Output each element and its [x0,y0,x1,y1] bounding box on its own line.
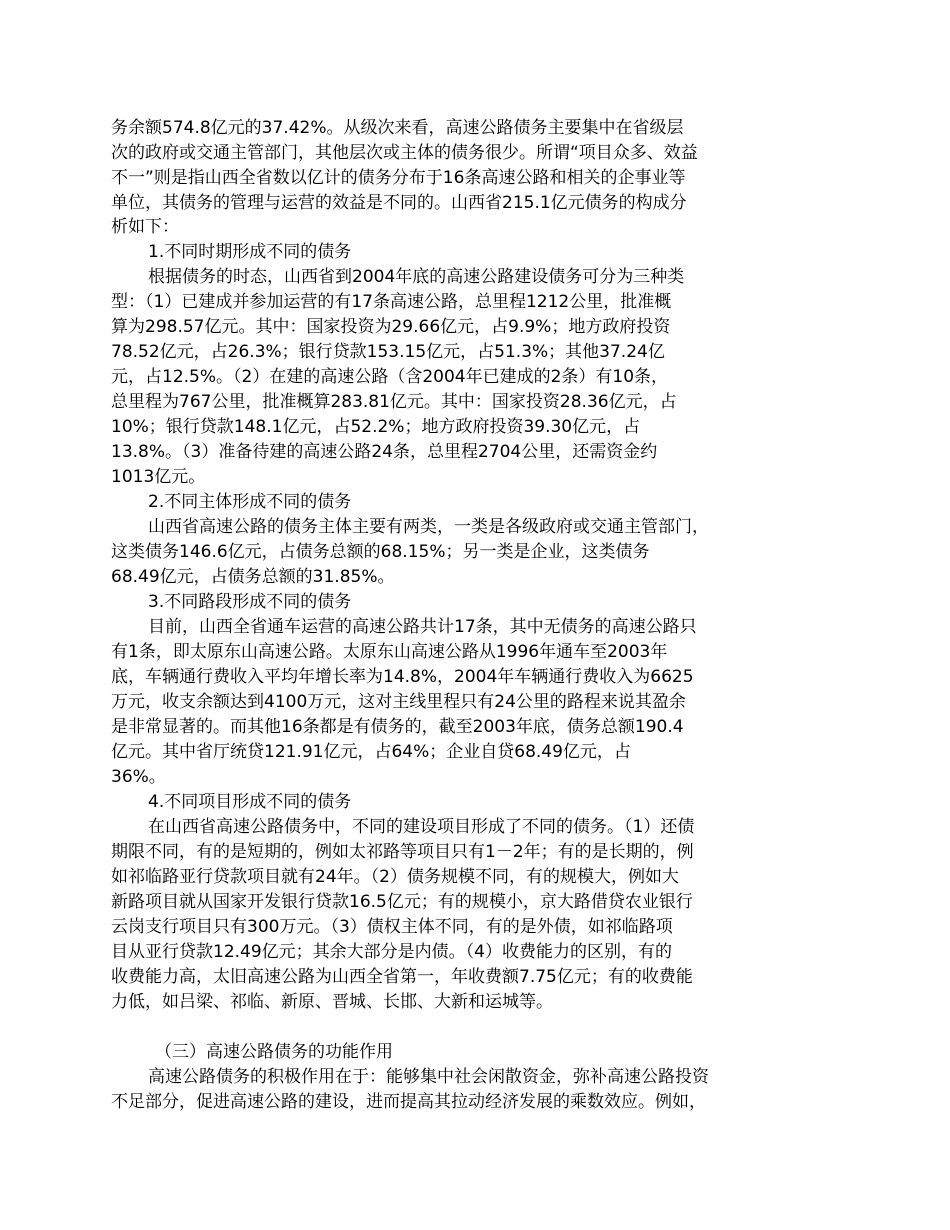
paragraph-line: 目前，山西全省通车运营的高速公路共计17条，其中无债务的高速公路只 [148,617,697,637]
paragraph-line: 次的政府或交通主管部门，其他层次或主体的债务很少。所谓“项目众多、效益 [111,143,698,163]
paragraph-line: 万元，收支余额达到4100万元，这对主线里程只有24公里的路程来说其盈余 [111,692,686,712]
paragraph-line: 单位，其债务的管理与运营的效益是不同的。山西省215.1亿元债务的构成分 [111,193,687,213]
paragraph-line: 如祁临路亚行贷款项目就有24年。（2）债务规模不同，有的规模大，例如大 [111,867,679,887]
paragraph-line: 云岗支行项目只有300万元。（3）债权主体不同，有的是外债，如祁临路项 [111,917,673,937]
paragraph-line: 山西省高速公路的债务主体主要有两类，一类是各级政府或交通主管部门， [148,517,709,537]
paragraph-line: 1013亿元。 [111,467,206,487]
paragraph-line: 析如下： [111,217,179,237]
paragraph-line: 不足部分，促进高速公路的建设，进而提高其拉动经济发展的乘数效应。例如， [111,1092,706,1112]
section-heading: 3.不同路段形成不同的债务 [148,592,352,612]
paragraph-line: 68.49亿元，占债务总额的31.85%。 [111,567,395,587]
paragraph-line: 型：（1）已建成并参加运营的有17条高速公路，总里程1212公里，批准概 [111,292,672,312]
paragraph-line: 底，车辆通行费收入平均年增长率为14.8%，2004年车辆通行费收入为6625 [111,667,694,687]
paragraph-line: 新路项目就从国家开发银行贷款16.5亿元；有的规模小，京大路借贷农业银行 [111,892,693,912]
paragraph-line: 元，占12.5%。（2）在建的高速公路（含2004年已建成的2条）有10条， [111,367,669,387]
paragraph-line: 36%。 [111,767,166,787]
paragraph-line: 是非常显著的。而其他16条都是有债务的，截至2003年底，债务总额190.4 [111,717,684,737]
section-heading: 2.不同主体形成不同的债务 [148,492,352,512]
paragraph-line: 在山西省高速公路债务中，不同的建设项目形成了不同的债务。（1）还债 [148,817,695,837]
paragraph-line: 收费能力高，太旧高速公路为山西全省第一，年收费额7.75亿元；有的收费能 [111,967,693,987]
paragraph-line: 亿元。其中省厅统贷121.91亿元，占64%；企业自贷68.49亿元，占 [111,742,631,762]
section-heading: 4.不同项目形成不同的债务 [148,792,352,812]
paragraph-line: 期限不同，有的是短期的，例如太祁路等项目只有1－2年；有的是长期的，例 [111,842,694,862]
paragraph-line: 13.8%。（3）准备待建的高速公路24条，总里程2704公里，还需资金约 [111,442,658,462]
paragraph-line: 高速公路债务的积极作用在于：能够集中社会闲散资金，弥补高速公路投资 [148,1067,709,1087]
paragraph-line: 10%；银行贷款148.1亿元，占52.2%；地方政府投资39.30亿元，占 [111,417,641,437]
paragraph-line: 总里程为767公里，批准概算283.81亿元。其中：国家投资28.36亿元，占 [111,392,677,412]
section-heading: 1.不同时期形成不同的债务 [148,242,352,262]
paragraph-line: 力低，如吕梁、祁临、新原、晋城、长邯、大新和运城等。 [111,992,553,1012]
paragraph-line: 算为298.57亿元。其中：国家投资为29.66亿元，占9.9%；地方政府投资 [111,317,671,337]
paragraph-line: 有1条，即太原东山高速公路。太原东山高速公路从1996年通车至2003年 [111,642,668,662]
paragraph-line: 不一”则是指山西全省数以亿计的债务分布于16条高速公路和相关的企事业等 [111,168,686,188]
section-heading: （三）高速公路债务的功能作用 [155,1042,393,1062]
paragraph-line: 78.52亿元，占26.3%；银行贷款153.15亿元，占51.3%；其他37.24亿 [111,342,665,362]
paragraph-line: 根据债务的时态，山西省到2004年底的高速公路建设债务可分为三种类 [148,267,685,287]
paragraph-line: 这类债务146.6亿元，占债务总额的68.15%；另一类是企业，这类债务 [111,542,650,562]
paragraph-line: 务余额574.8亿元的37.42%。从级次来看，高速公路债务主要集中在省级层 [111,118,684,138]
paragraph-line: 目从亚行贷款12.49亿元；其余大部分是内债。（4）收费能力的区别，有的 [111,942,672,962]
